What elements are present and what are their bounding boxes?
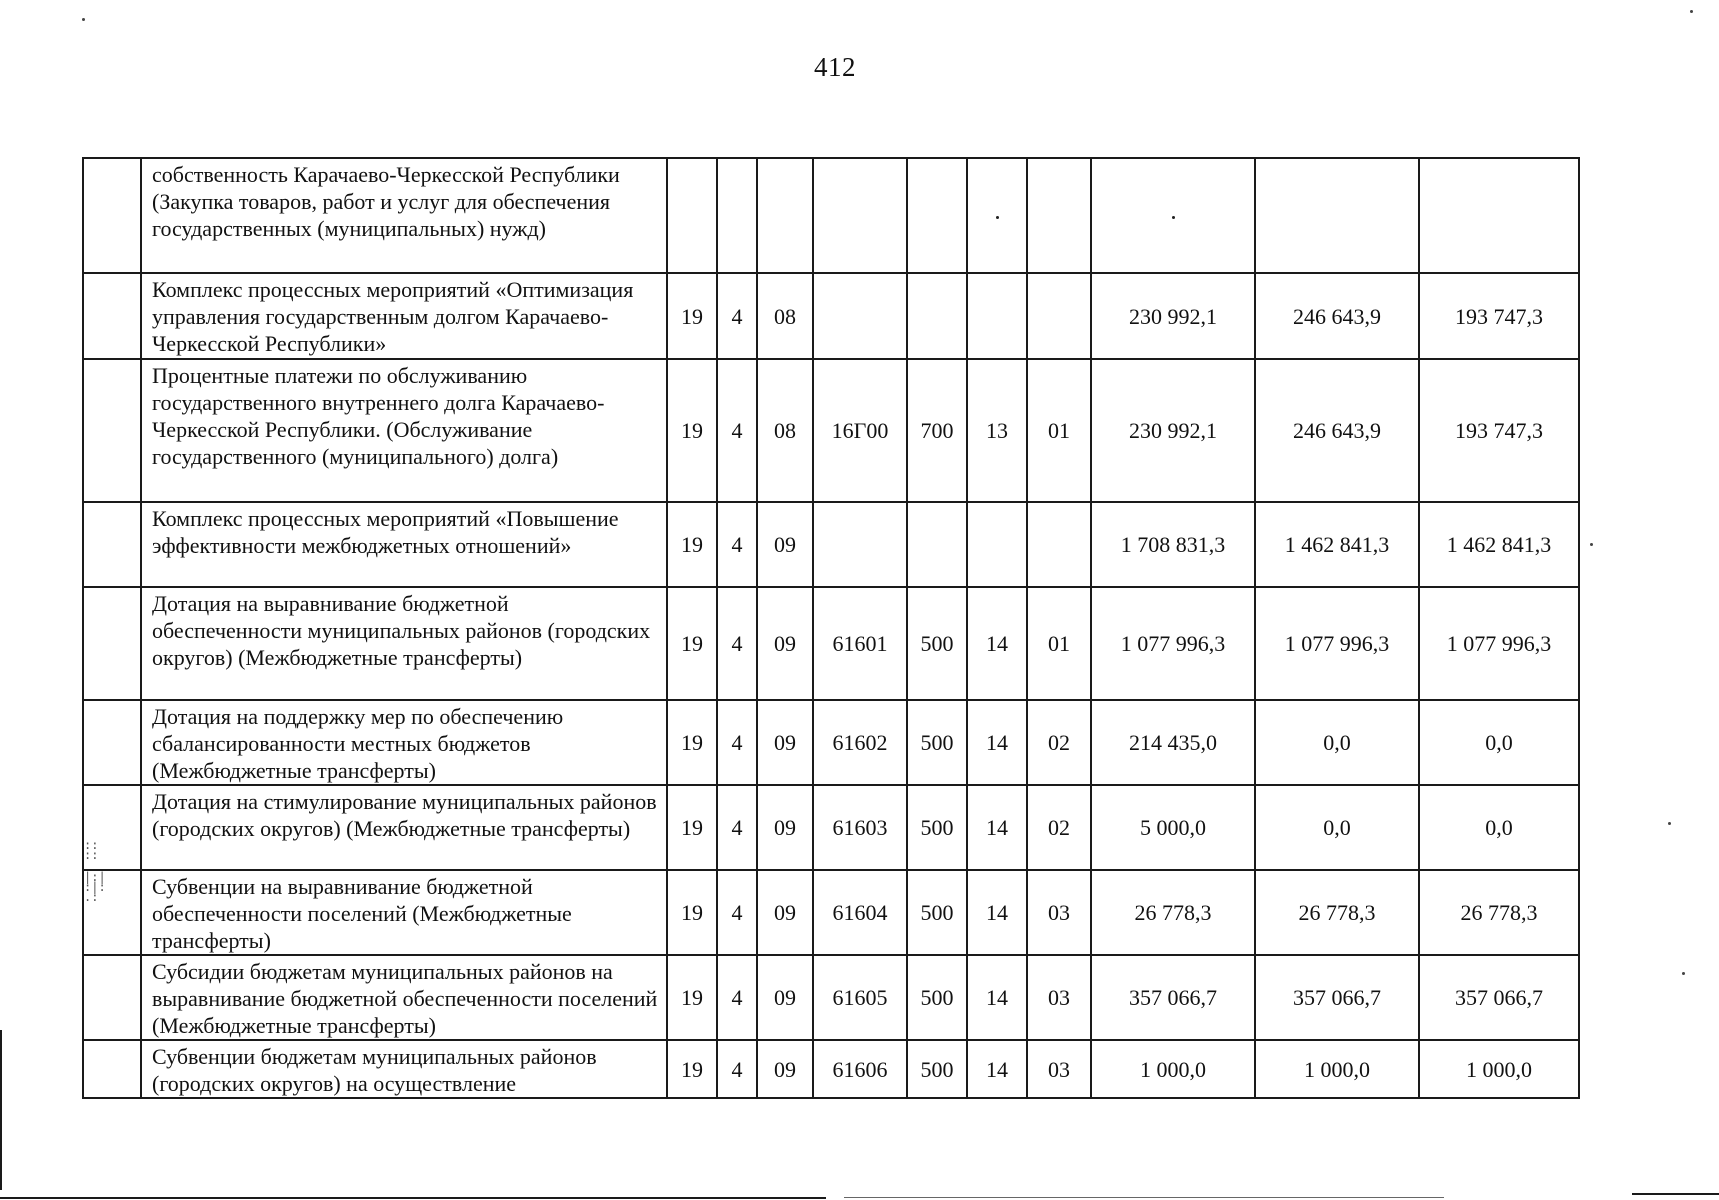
table-row: [83, 158, 1579, 273]
cell-amount-1: 1 077 996,3: [1091, 587, 1255, 700]
cell-code-3: 09: [757, 1040, 813, 1098]
cell-amount-1: 1 708 831,3: [1091, 502, 1255, 587]
cell-code-1: 19: [667, 273, 717, 359]
cell-code-2: 4: [717, 359, 757, 502]
row-index-cell: [83, 1040, 141, 1098]
table-row: [83, 700, 1579, 785]
cell-code-4: 61605: [813, 955, 907, 1040]
cell-code-2: 4: [717, 785, 757, 870]
cell-amount-3: 1 000,0: [1419, 1040, 1579, 1098]
cell-amount-1: [1091, 158, 1255, 273]
row-index-cell: [83, 700, 141, 785]
cell-code-1: 19: [667, 870, 717, 955]
cell-code-1: [667, 158, 717, 273]
cell-code-5: 500: [907, 587, 967, 700]
row-index-cell: [83, 273, 141, 359]
cell-amount-3: 1 462 841,3: [1419, 502, 1579, 587]
scan-dot: [1172, 216, 1175, 219]
cell-amount-3: 1 077 996,3: [1419, 587, 1579, 700]
scan-artifact: |:| :|: .:: [84, 870, 106, 904]
cell-code-7: 01: [1027, 359, 1091, 502]
row-name: Комплекс процессных мероприятий «Повышение эффективности межбюджетных отношений»: [141, 502, 667, 587]
cell-code-2: 4: [717, 273, 757, 359]
row-name: Дотация на поддержку мер по обеспечению сбалансированности местных бюджетов (Межбюджетные трансферты): [141, 700, 667, 785]
cell-code-5: [907, 273, 967, 359]
cell-code-3: 09: [757, 870, 813, 955]
cell-code-4: [813, 273, 907, 359]
cell-amount-1: 357 066,7: [1091, 955, 1255, 1040]
cell-code-5: 500: [907, 1040, 967, 1098]
row-index-cell: [83, 587, 141, 700]
cell-code-3: [757, 158, 813, 273]
cell-amount-2: 0,0: [1255, 785, 1419, 870]
cell-code-1: 19: [667, 502, 717, 587]
cell-code-3: 09: [757, 502, 813, 587]
cell-amount-1: 214 435,0: [1091, 700, 1255, 785]
cell-code-3: 08: [757, 359, 813, 502]
cell-code-7: [1027, 273, 1091, 359]
cell-code-4: [813, 158, 907, 273]
cell-code-2: 4: [717, 1040, 757, 1098]
cell-code-1: 19: [667, 359, 717, 502]
cell-amount-1: 5 000,0: [1091, 785, 1255, 870]
scan-edge-line: [0, 1197, 826, 1199]
row-index-cell: [83, 502, 141, 587]
scan-speck: [1590, 543, 1593, 546]
cell-code-3: 09: [757, 955, 813, 1040]
cell-amount-3: 26 778,3: [1419, 870, 1579, 955]
cell-code-6: 14: [967, 1040, 1027, 1098]
cell-code-1: 19: [667, 700, 717, 785]
table-row: [83, 359, 1579, 502]
cell-code-4: 61602: [813, 700, 907, 785]
cell-code-2: 4: [717, 955, 757, 1040]
cell-code-4: 61603: [813, 785, 907, 870]
scan-speck: [1690, 10, 1693, 13]
cell-amount-2: 1 462 841,3: [1255, 502, 1419, 587]
cell-amount-1: 26 778,3: [1091, 870, 1255, 955]
cell-amount-2: 1 077 996,3: [1255, 587, 1419, 700]
cell-amount-1: 1 000,0: [1091, 1040, 1255, 1098]
cell-code-1: 19: [667, 1040, 717, 1098]
cell-code-1: 19: [667, 955, 717, 1040]
cell-code-7: 03: [1027, 870, 1091, 955]
cell-amount-3: 193 747,3: [1419, 359, 1579, 502]
budget-table: [82, 157, 1580, 1099]
cell-code-5: [907, 158, 967, 273]
cell-code-7: [1027, 502, 1091, 587]
cell-code-2: [717, 158, 757, 273]
table-row: [83, 273, 1579, 359]
row-index-cell: [83, 158, 141, 273]
cell-amount-2: 357 066,7: [1255, 955, 1419, 1040]
cell-amount-3: [1419, 158, 1579, 273]
cell-code-5: 500: [907, 785, 967, 870]
cell-amount-3: 0,0: [1419, 700, 1579, 785]
cell-amount-2: [1255, 158, 1419, 273]
table-row: [83, 1040, 1579, 1098]
cell-code-6: 14: [967, 700, 1027, 785]
scan-speck: [1682, 972, 1685, 975]
cell-code-6: 14: [967, 587, 1027, 700]
cell-amount-2: 1 000,0: [1255, 1040, 1419, 1098]
row-name: Процентные платежи по обслуживанию государственного внутреннего долга Карачаево-Черкесской Республики. (Обслуживание государственного (муниципального) долга): [141, 359, 667, 502]
cell-code-2: 4: [717, 502, 757, 587]
row-name: собственность Карачаево-Черкесской Республики (Закупка товаров, работ и услуг для обеспечения государственных (муниципальных) нужд): [141, 158, 667, 273]
cell-amount-2: 246 643,9: [1255, 359, 1419, 502]
cell-amount-1: 230 992,1: [1091, 359, 1255, 502]
cell-code-3: 09: [757, 785, 813, 870]
cell-code-4: 61601: [813, 587, 907, 700]
row-name: Дотация на стимулирование муниципальных районов (городских округов) (Межбюджетные трансферты): [141, 785, 667, 870]
cell-code-4: 61606: [813, 1040, 907, 1098]
cell-amount-3: 0,0: [1419, 785, 1579, 870]
cell-amount-3: 357 066,7: [1419, 955, 1579, 1040]
scan-edge-line: [0, 1030, 2, 1190]
scan-dot: [996, 216, 999, 219]
table-row: [83, 587, 1579, 700]
table-row: [83, 955, 1579, 1040]
cell-code-5: [907, 502, 967, 587]
row-name: Субсидии бюджетам муниципальных районов на выравнивание бюджетной обеспеченности поселений (Межбюджетные трансферты): [141, 955, 667, 1040]
cell-amount-3: 193 747,3: [1419, 273, 1579, 359]
table-row: [83, 785, 1579, 870]
cell-code-5: 500: [907, 870, 967, 955]
cell-code-7: 01: [1027, 587, 1091, 700]
scan-edge-line: [844, 1197, 1444, 1198]
cell-code-3: 09: [757, 700, 813, 785]
table-row: [83, 870, 1579, 955]
table-body: [83, 158, 1579, 1098]
cell-amount-2: 0,0: [1255, 700, 1419, 785]
row-name: Субвенции бюджетам муниципальных районов (городских округов) на осуществление: [141, 1040, 667, 1098]
cell-code-2: 4: [717, 870, 757, 955]
cell-code-1: 19: [667, 785, 717, 870]
cell-code-6: 14: [967, 955, 1027, 1040]
cell-code-6: 14: [967, 785, 1027, 870]
scan-artifact: :: ::: [84, 838, 99, 862]
row-index-cell: [83, 955, 141, 1040]
row-name: Субвенции на выравнивание бюджетной обеспеченности поселений (Межбюджетные трансферты): [141, 870, 667, 955]
row-name: Дотация на выравнивание бюджетной обеспеченности муниципальных районов (городских округов) (Межбюджетные трансферты): [141, 587, 667, 700]
cell-code-1: 19: [667, 587, 717, 700]
scan-edge-line: [1632, 1193, 1719, 1195]
cell-code-6: [967, 158, 1027, 273]
cell-code-2: 4: [717, 587, 757, 700]
cell-code-7: [1027, 158, 1091, 273]
scan-speck: [1668, 822, 1671, 825]
cell-code-4: 16Г00: [813, 359, 907, 502]
cell-code-4: 61604: [813, 870, 907, 955]
cell-code-6: 14: [967, 870, 1027, 955]
cell-code-7: 02: [1027, 785, 1091, 870]
cell-code-2: 4: [717, 700, 757, 785]
cell-code-6: [967, 502, 1027, 587]
cell-code-7: 03: [1027, 1040, 1091, 1098]
cell-amount-1: 230 992,1: [1091, 273, 1255, 359]
row-index-cell: [83, 359, 141, 502]
cell-code-6: 13: [967, 359, 1027, 502]
cell-amount-2: 26 778,3: [1255, 870, 1419, 955]
table-row: [83, 502, 1579, 587]
cell-code-6: [967, 273, 1027, 359]
cell-amount-2: 246 643,9: [1255, 273, 1419, 359]
cell-code-5: 500: [907, 955, 967, 1040]
cell-code-4: [813, 502, 907, 587]
row-name: Комплекс процессных мероприятий «Оптимизация управления государственным долгом Карачаево-Черкесской Республики»: [141, 273, 667, 359]
cell-code-5: 500: [907, 700, 967, 785]
cell-code-5: 700: [907, 359, 967, 502]
scan-speck: [82, 18, 85, 21]
cell-code-3: 08: [757, 273, 813, 359]
cell-code-3: 09: [757, 587, 813, 700]
cell-code-7: 03: [1027, 955, 1091, 1040]
page-number: 412: [814, 52, 856, 82]
cell-code-7: 02: [1027, 700, 1091, 785]
